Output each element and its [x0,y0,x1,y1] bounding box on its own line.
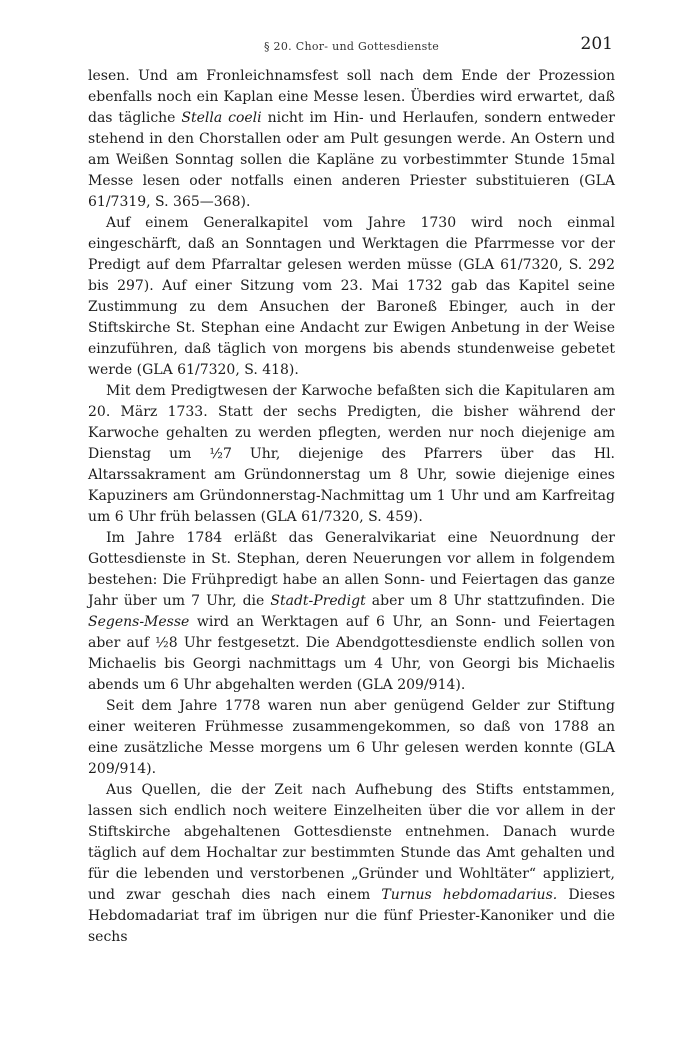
running-header [88,34,615,60]
paragraph [88,66,615,213]
paragraph-text: wird an Werktagen auf 6 Uhr, an Sonn- und Feiertagen aber auf ½8 Uhr festgesetzt. Die Abendgottesdienste endlich sollen von Michaelis bis Georgi nachmittags um 4 Uhr, von Georgi bis Michaelis abends um 6 Uhr abgehalten werden (GLA 209/914). [88,614,615,693]
paragraph-text: nicht im Hin- und Herlaufen, sondern entweder stehend in den Chorstallen oder am Pult gesungen werde. An Ostern und am Weißen Sonntag sollen die Kapläne zu vorbestimmter Stunde 15mal Messe lesen oder notfalls einen anderen Priester substituieren (GLA 61/7319, S. 365—368). [88,110,615,210]
paragraph-text: Seit dem Jahre 1778 waren nun aber genügend Gelder zur Stiftung einer weiteren Frühmesse zusammengekommen, so daß von 1788 an eine zusätzliche Messe morgens um 6 Uhr gelesen werden konnte (GLA 209/914). [88,698,615,777]
paragraph-italic-text: Segens-Messe [88,614,190,630]
paragraph [88,528,615,696]
paragraph [88,780,615,948]
paragraph [88,381,615,528]
paragraph-text: Dieses Hebdomadariat traf im übrigen nur die fünf Priester-Kanoniker und die sechs [88,887,616,945]
paragraph-italic-text: Turnus hebdomadarius. [381,887,558,903]
paragraph-text: aber um 8 Uhr stattzufinden. Die [365,593,615,609]
page-number: 201 [580,34,613,54]
running-title: § 20. Chor- und Gottesdienste [263,40,440,53]
paragraph-text: Aus Quellen, die der Zeit nach Aufhebung des Stifts entstammen, lassen sich endlich noch weitere Einzelheiten über die vor allem in der Stiftskirche abgehaltenen Gottesdienste entnehmen. Danach wurde täglich auf dem Hochaltar zur bestimmten Stunde das Amt gehalten und für die lebenden und verstorbenen „Gründer und Wohltäter“ appliziert, und zwar geschah dies nach einem [88,782,615,903]
paragraph-text: Auf einem Generalkapitel vom Jahre 1730 wird noch einmal eingeschärft, daß an Sonntagen und Werktagen die Pfarrmesse vor der Predigt auf dem Pfarraltar gelesen werden müsse (GLA 61/7320, S. 292 bis 297). Auf einer Sitzung vom 23. Mai 1732 gab das Kapitel seine Zustimmung zu dem Ansuchen der Baroneß Ebinger, auch in der Stiftskirche St. Stephan eine Andacht zur Ewigen Anbetung in der Weise einzuführen, daß täglich von morgens bis abends stundenweise gebetet werde (GLA 61/7320, S. 418). [88,215,615,378]
body-text [88,66,615,948]
paragraph [88,213,615,381]
paragraph-italic-text: Stella coeli [181,110,262,126]
book-page [88,34,615,948]
paragraph-text: lesen. Und am Fronleichnamsfest soll nach dem Ende der Prozession ebenfalls noch ein Kaplan eine Messe lesen. Überdies wird erwartet, daß das tägliche [88,68,615,126]
paragraph-text: Mit dem Predigtwesen der Karwoche befaßten sich die Kapitularen am 20. März 1733. Statt der sechs Predigten, die bisher während der Karwoche gehalten zu werden pflegten, werden nur noch diejenige am Dienstag um ½7 Uhr, diejenige des Pfarrers über das Hl. Altarssakrament am Gründonnerstag um 8 Uhr, sowie diejenige eines Kapuziners am Gründonnerstag-Nachmittag um 1 Uhr und am Karfreitag um 6 Uhr früh belassen (GLA 61/7320, S. 459). [88,383,615,525]
paragraph-text: Im Jahre 1784 erläßt das Generalvikariat eine Neuordnung der Gottesdienste in St. Stephan, deren Neuerungen vor allem in folgendem bestehen: Die Frühpredigt habe an allen Sonn- und Feiertagen das ganze Jahr über um 7 Uhr, die [88,530,615,609]
paragraph [88,696,615,780]
paragraph-italic-text: Stadt-Predigt [270,593,366,609]
